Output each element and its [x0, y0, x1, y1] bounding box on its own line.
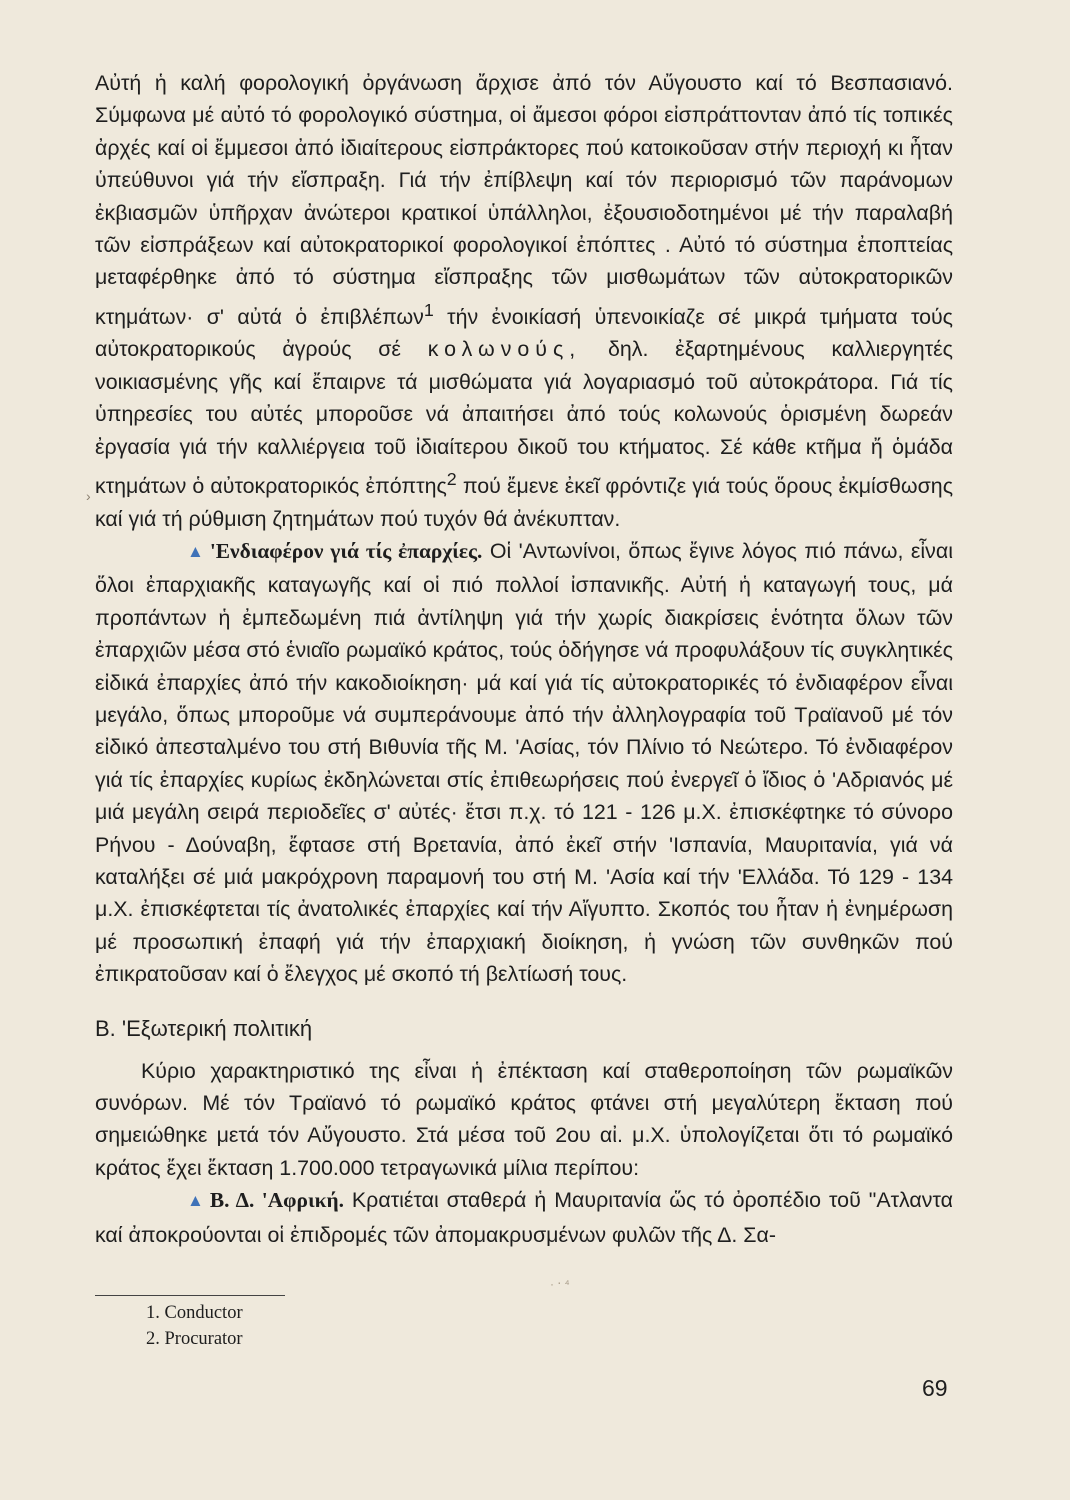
- footnote-ref-1: 1: [423, 299, 434, 320]
- footnote-ref-2: 2: [446, 469, 457, 489]
- stray-marks: · ‧ ⁴: [550, 1277, 570, 1291]
- triangle-bullet-icon: ▲: [187, 1191, 204, 1211]
- footnote-2: 2. Procurator: [146, 1328, 243, 1349]
- paragraph-africa: ▲ Β. Δ. 'Αφρική. Κρατιέται σταθερά ἡ Μαυριτανία ὥς τό ὀροπέδιο τοῦ "Ατλαντα καί ἀποκρούονται οἱ ἐπιδρομές τῶν ἀπομακρυσμένων φυλῶν τῆς Δ. Σα-: [95, 1184, 953, 1251]
- subheading-africa: Β. Δ. 'Αφρική.: [209, 1188, 344, 1213]
- subheading-provinces: 'Ενδιαφέρον γιά τίς ἐπαρχίες.: [209, 538, 483, 563]
- footnotes: [146, 1301, 243, 1352]
- spaced-word-kolonous: κολωνούς,: [427, 337, 582, 362]
- paragraph-provinces: ▲ 'Ενδιαφέρον γιά τίς ἐπαρχίες. Οἱ 'Αντωνίνοι, ὅπως ἔγινε λόγος πιό πάνω, εἶναι ὅλοι ἐπαρχιακῆς καταγωγῆς καί οἱ πιό πολλοί ἰσπανικῆς. Αὐτή ἡ καταγωγή τους, μά προπάντων ἡ ἐμπεδωμένη πιά ἀντίληψη γιά τήν χωρίς διακρίσεις ἑνότητα ὅλων τῶν ἐπαρχιῶν μέσα στό ἑνιαῖο ρωμαϊκό κράτος, τούς ὁδήγησε νά προφυλάξουν τίς συγκλητικές εἰδικά ἐπαρχίες ἀπό τήν κακοδιοίκηση· μά καί γιά τίς αὐτοκρατορικές τό ἐνδιαφέρον εἶναι μεγάλο, ὅπως μποροῦμε νά συμπεράνουμε ἀπό τήν ἀλληλογραφία τοῦ Τραϊανοῦ μέ τόν εἰδικό ἀπεσταλμένο του στή Βιθυνία τῆς Μ. 'Ασίας, τόν Πλίνιο τό Νεώτερο. Τό ἐνδιαφέρον γιά τίς ἐπαρχίες κυρίως ἐκδηλώνεται στίς ἐπιθεωρήσεις πού ἐνεργεῖ ὁ ἴδιος ὁ 'Αδριανός μέ μιά μεγάλη σειρά περιοδεῖες σ' αὐτές· ἔτσι π.χ. τό 121 - 126 μ.Χ. ἐπισκέφτηκε τό σύνορο Ρήνου - Δούναβη, ἔφτασε στή Βρετανία, ἀπό ἐκεῖ στήν 'Ισπανία, Μαυριτανία, γιά νά καταλήξει σέ μιά μακρόχρονη παραμονή του στή Μ. 'Ασία καί τήν 'Ελλάδα. Τό 129 - 134 μ.Χ. ἐπισκέφτεται τίς ἀνατολικές ἐπαρχίες καί τήν Αἴγυπτο. Σκοπός του ἦταν ἡ ἐνημέρωση μέ προσωπική ἐπαφή γιά τήν ἐπαρχιακή διοίκηση, ἡ γνώση τῶν συνθηκῶν πού ἐπικρατοῦσαν καί ὁ ἔλεγχος μέ σκοπό τή βελτίωσή τους.: [95, 535, 953, 991]
- section-heading: Β. 'Εξωτερική πολιτική: [95, 1015, 313, 1041]
- page-number: 69: [922, 1375, 948, 1401]
- margin-mark: ›: [86, 488, 91, 504]
- main-text: [95, 67, 953, 1251]
- footnote-divider: [95, 1295, 285, 1296]
- footnote-1: 1. Conductor: [146, 1303, 243, 1323]
- triangle-bullet-icon: ▲: [187, 541, 204, 561]
- paragraph-foreign-policy: Κύριο χαρακτηριστικό της εἶναι ἡ ἐπέκταση καί σταθεροποίηση τῶν ρωμαϊκῶν συνόρων. Μέ τόν Τραϊανό τό ρωμαϊκό κράτος φτάνει στή μεγαλύτερη ἔκταση πού σημειώθηκε μετά τόν Αὔγουστο. Στά μέσα τοῦ 2ου αἰ. μ.Χ. ὑπολογίζεται ὅτι τό ρωμαϊκό κράτος ἔχει ἔκταση 1.700.000 τετραγωνικά μίλια περίπου:: [95, 1058, 953, 1180]
- paragraph-taxation: Αὐτή ἡ καλή φορολογική ὀργάνωση ἄρχισε ἀπό τόν Αὔγουστο καί τό Βεσπασιανό. Σύμφωνα μέ αὐτό τό φορολογικό σύστημα, οἱ ἄμεσοι φόροι εἰσπράττονταν ἀπό τίς τοπικές ἀρχές καί οἱ ἔμμεσοι ἀπό ἰδιαίτερους εἰσπράκτορες πού κατοικοῦσαν στήν περιοχή κι ἦταν ὑπεύθυνοι γιά τήν εἴσπραξη. Γιά τήν ἐπίβλεψη καί τόν περιορισμό τῶν παράνομων ἐκβιασμῶν ὑπῆρχαν ἀνώτεροι κρατικοί ὑπάλληλοι, ἐξουσιοδοτημένοι μέ τήν παραλαβή τῶν εἰσπράξεων καί αὐτοκρατορικοί φορολογικοί ἐπόπτες . Αὐτό τό σύστημα ἐποπτείας μεταφέρθηκε ἀπό τό σύστημα εἴσπραξης τῶν μισθωμάτων τῶν αὐτοκρατορικῶν κτημάτων· σ' αὐτά ὁ ἐπιβλέπων$^1$ τήν ἐνοικίασή ὑπενοικίαζε σέ μικρά τμήματα τούς αὐτοκρατορικούς ἀγρούς σέ κολωνούς, δηλ. ἐξαρτημένους καλλιεργητές νοικιασμένης γῆς καί ἔπαιρνε τά μισθώματα γιά λογαριασμό τοῦ αὐτοκράτορα. Γιά τίς ὑπηρεσίες του αὐτές μποροῦσε νά ἀπαιτήσει ἀπό τούς κολωνούς ὁρισμένη δωρεάν ἐργασία γιά τήν καλλιέργεια τοῦ ἰδιαίτερου δικοῦ του κτήματος. Σέ κάθε κτῆμα ἤ ὁμάδα κτημάτων ὁ αὐτοκρατορικός ἐπόπτης$^2$ πού ἔμενε ἐκεῖ φρόντιζε γιά τούς ὅρους ἐκμίσθωσης καί γιά τή ρύθμιση ζητημάτων πού τυχόν θά ἀνέκυπταν.: [95, 71, 954, 531]
